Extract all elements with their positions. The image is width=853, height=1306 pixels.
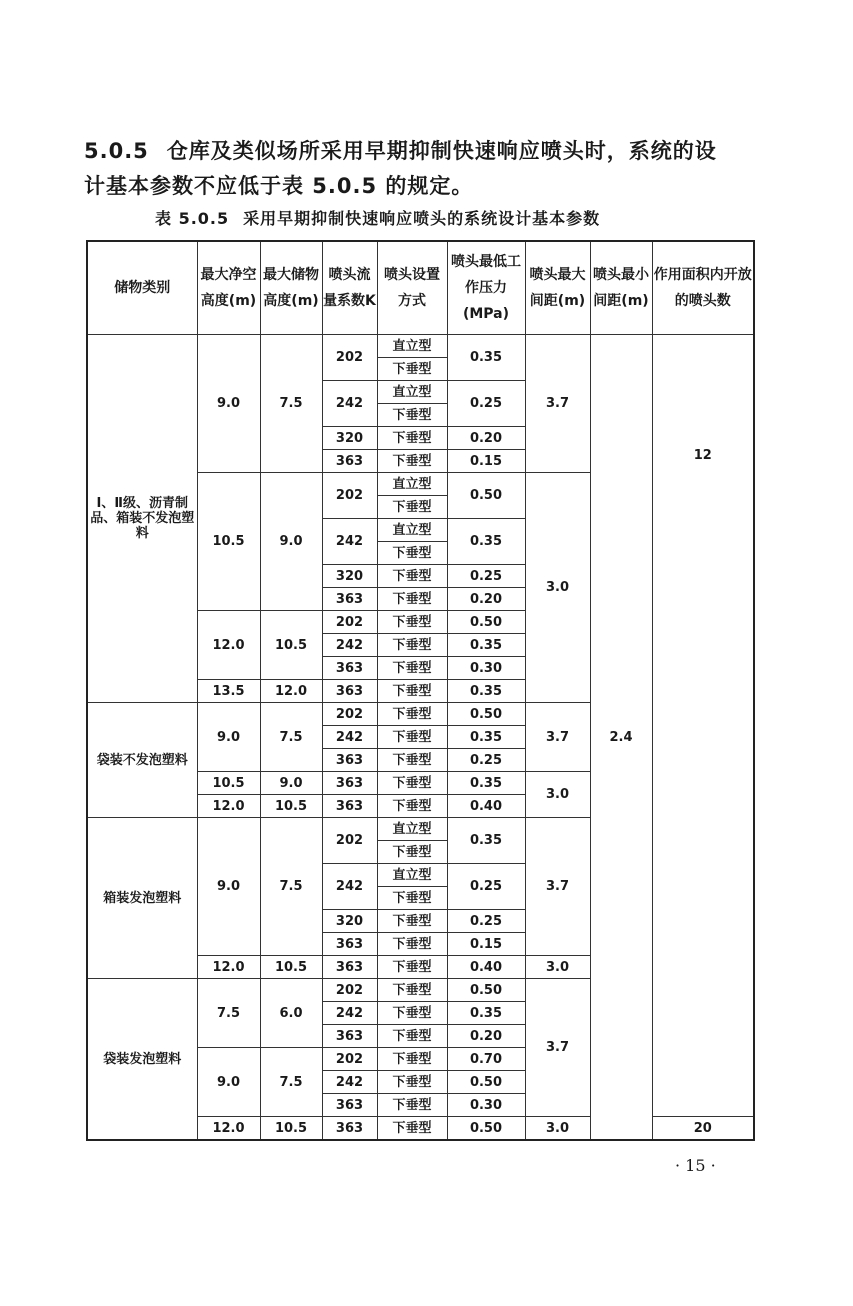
k-cell: 202 xyxy=(322,703,377,726)
mount-cell: 下垂型 xyxy=(377,634,447,657)
section-text-2: 计基本参数不应低于表 5.0.5 的规定。 xyxy=(84,174,474,198)
pressure-cell: 0.30 xyxy=(447,1094,525,1117)
header-min-pressure: 喷头最低工作压力(MPa) xyxy=(447,241,525,335)
k-cell: 363 xyxy=(322,749,377,772)
pressure-cell: 0.35 xyxy=(447,1002,525,1025)
page-number: · 15 · xyxy=(675,1156,716,1175)
storage-height-cell: 12.0 xyxy=(260,680,322,703)
mount-cell: 下垂型 xyxy=(377,657,447,680)
pressure-cell: 0.25 xyxy=(447,381,525,427)
clear-height-cell: 10.5 xyxy=(197,473,260,611)
mount-cell: 下垂型 xyxy=(377,772,447,795)
pressure-cell: 0.70 xyxy=(447,1048,525,1071)
mount-cell: 下垂型 xyxy=(377,795,447,818)
storage-height-cell: 7.5 xyxy=(260,703,322,772)
pressure-cell: 0.35 xyxy=(447,726,525,749)
pressure-cell: 0.35 xyxy=(447,772,525,795)
k-cell: 202 xyxy=(322,473,377,519)
k-cell: 202 xyxy=(322,335,377,381)
category-cell: 袋装发泡塑料 xyxy=(87,979,197,1141)
storage-height-cell: 10.5 xyxy=(260,611,322,680)
category-cell: 箱装发泡塑料 xyxy=(87,818,197,979)
mount-cell: 下垂型 xyxy=(377,450,447,473)
max-spacing-cell: 3.7 xyxy=(525,818,590,956)
mount-cell: 下垂型 xyxy=(377,726,447,749)
mount-cell: 下垂型 xyxy=(377,910,447,933)
k-cell: 242 xyxy=(322,1002,377,1025)
mount-cell: 下垂型 xyxy=(377,404,447,427)
mount-cell: 下垂型 xyxy=(377,1071,447,1094)
k-cell: 363 xyxy=(322,588,377,611)
pressure-cell: 0.50 xyxy=(447,473,525,519)
mount-cell: 下垂型 xyxy=(377,588,447,611)
mount-cell: 下垂型 xyxy=(377,427,447,450)
k-cell: 202 xyxy=(322,818,377,864)
max-spacing-cell: 3.0 xyxy=(525,956,590,979)
pressure-cell: 0.20 xyxy=(447,427,525,450)
k-cell: 242 xyxy=(322,864,377,910)
storage-height-cell: 7.5 xyxy=(260,1048,322,1117)
header-min-spacing: 喷头最小间距(m) xyxy=(590,241,652,335)
pressure-cell: 0.50 xyxy=(447,1117,525,1141)
clear-height-cell: 7.5 xyxy=(197,979,260,1048)
storage-height-cell: 9.0 xyxy=(260,772,322,795)
clear-height-cell: 10.5 xyxy=(197,772,260,795)
open-count-cell: 20 xyxy=(652,1117,754,1141)
pressure-cell: 0.50 xyxy=(447,1071,525,1094)
storage-height-cell: 10.5 xyxy=(260,795,322,818)
max-spacing-cell: 3.0 xyxy=(525,473,590,703)
max-spacing-cell: 3.0 xyxy=(525,772,590,818)
pressure-cell: 0.25 xyxy=(447,910,525,933)
header-max-storage-height: 最大储物高度(m) xyxy=(260,241,322,335)
k-cell: 363 xyxy=(322,956,377,979)
category-cell: Ⅰ、Ⅱ级、沥青制品、箱装不发泡塑料 xyxy=(87,335,197,703)
clear-height-cell: 13.5 xyxy=(197,680,260,703)
pressure-cell: 0.15 xyxy=(447,450,525,473)
table-number: 表 5.0.5 xyxy=(155,209,230,228)
header-k-factor: 喷头流量系数K xyxy=(322,241,377,335)
mount-cell: 下垂型 xyxy=(377,565,447,588)
section-number: 5.0.5 xyxy=(84,139,149,163)
header-category: 储物类别 xyxy=(87,241,197,335)
k-cell: 363 xyxy=(322,933,377,956)
clear-height-cell: 12.0 xyxy=(197,795,260,818)
pressure-cell: 0.30 xyxy=(447,657,525,680)
k-cell: 363 xyxy=(322,1025,377,1048)
section-text-1: 仓库及类似场所采用早期抑制快速响应喷头时，系统的设 xyxy=(166,139,717,163)
k-cell: 363 xyxy=(322,657,377,680)
mount-cell: 下垂型 xyxy=(377,841,447,864)
mount-cell: 下垂型 xyxy=(377,749,447,772)
k-cell: 242 xyxy=(322,381,377,427)
mount-cell: 下垂型 xyxy=(377,933,447,956)
pressure-cell: 0.40 xyxy=(447,795,525,818)
k-cell: 202 xyxy=(322,611,377,634)
parameter-table xyxy=(86,240,755,1141)
max-spacing-cell: 3.7 xyxy=(525,979,590,1117)
table-title: 采用早期抑制快速响应喷头的系统设计基本参数 xyxy=(243,209,601,228)
clear-height-cell: 12.0 xyxy=(197,956,260,979)
storage-height-cell: 10.5 xyxy=(260,1117,322,1141)
header-mounting: 喷头设置方式 xyxy=(377,241,447,335)
pressure-cell: 0.35 xyxy=(447,634,525,657)
mount-cell: 下垂型 xyxy=(377,611,447,634)
k-cell: 320 xyxy=(322,565,377,588)
pressure-cell: 0.20 xyxy=(447,588,525,611)
storage-height-cell: 10.5 xyxy=(260,956,322,979)
max-spacing-cell: 3.7 xyxy=(525,335,590,473)
k-cell: 242 xyxy=(322,1071,377,1094)
mount-cell: 直立型 xyxy=(377,381,447,404)
pressure-cell: 0.35 xyxy=(447,335,525,381)
pressure-cell: 0.20 xyxy=(447,1025,525,1048)
storage-height-cell: 7.5 xyxy=(260,335,322,473)
storage-height-cell: 6.0 xyxy=(260,979,322,1048)
k-cell: 202 xyxy=(322,979,377,1002)
mount-cell: 下垂型 xyxy=(377,496,447,519)
clear-height-cell: 9.0 xyxy=(197,1048,260,1117)
mount-cell: 直立型 xyxy=(377,519,447,542)
max-spacing-cell: 3.7 xyxy=(525,703,590,772)
storage-height-cell: 7.5 xyxy=(260,818,322,956)
mount-cell: 下垂型 xyxy=(377,680,447,703)
mount-cell: 下垂型 xyxy=(377,542,447,565)
pressure-cell: 0.15 xyxy=(447,933,525,956)
mount-cell: 下垂型 xyxy=(377,358,447,381)
header-max-spacing: 喷头最大间距(m) xyxy=(525,241,590,335)
k-cell: 363 xyxy=(322,680,377,703)
k-cell: 363 xyxy=(322,1117,377,1141)
storage-height-cell: 9.0 xyxy=(260,473,322,611)
header-sprinklers-open: 作用面积内开放的喷头数 xyxy=(652,241,754,335)
pressure-cell: 0.40 xyxy=(447,956,525,979)
table-row xyxy=(87,335,754,358)
category-cell: 袋装不发泡塑料 xyxy=(87,703,197,818)
pressure-cell: 0.35 xyxy=(447,519,525,565)
k-cell: 363 xyxy=(322,772,377,795)
k-cell: 363 xyxy=(322,450,377,473)
mount-cell: 下垂型 xyxy=(377,1117,447,1141)
header-row xyxy=(87,241,754,335)
section-line-1 xyxy=(84,134,774,169)
mount-cell: 下垂型 xyxy=(377,1048,447,1071)
k-cell: 320 xyxy=(322,910,377,933)
pressure-cell: 0.35 xyxy=(447,680,525,703)
mount-cell: 下垂型 xyxy=(377,1094,447,1117)
mount-cell: 下垂型 xyxy=(377,887,447,910)
mount-cell: 下垂型 xyxy=(377,956,447,979)
k-cell: 242 xyxy=(322,726,377,749)
mount-cell: 下垂型 xyxy=(377,703,447,726)
mount-cell: 下垂型 xyxy=(377,1025,447,1048)
pressure-cell: 0.25 xyxy=(447,565,525,588)
k-cell: 320 xyxy=(322,427,377,450)
mount-cell: 下垂型 xyxy=(377,979,447,1002)
min-spacing-cell: 2.4 xyxy=(590,335,652,1141)
clear-height-cell: 9.0 xyxy=(197,818,260,956)
section-heading xyxy=(84,134,774,204)
k-cell: 363 xyxy=(322,1094,377,1117)
mount-cell: 直立型 xyxy=(377,864,447,887)
mount-cell: 直立型 xyxy=(377,473,447,496)
header-max-clear-height: 最大净空高度(m) xyxy=(197,241,260,335)
pressure-cell: 0.50 xyxy=(447,703,525,726)
open-count-cell: 12 xyxy=(652,335,754,1117)
table-caption xyxy=(155,206,755,229)
mount-cell: 直立型 xyxy=(377,335,447,358)
clear-height-cell: 12.0 xyxy=(197,611,260,680)
mount-cell: 直立型 xyxy=(377,818,447,841)
k-cell: 363 xyxy=(322,795,377,818)
pressure-cell: 0.50 xyxy=(447,611,525,634)
pressure-cell: 0.25 xyxy=(447,749,525,772)
clear-height-cell: 9.0 xyxy=(197,703,260,772)
k-cell: 202 xyxy=(322,1048,377,1071)
max-spacing-cell: 3.0 xyxy=(525,1117,590,1141)
pressure-cell: 0.35 xyxy=(447,818,525,864)
mount-cell: 下垂型 xyxy=(377,1002,447,1025)
k-cell: 242 xyxy=(322,519,377,565)
pressure-cell: 0.25 xyxy=(447,864,525,910)
pressure-cell: 0.50 xyxy=(447,979,525,1002)
clear-height-cell: 9.0 xyxy=(197,335,260,473)
clear-height-cell: 12.0 xyxy=(197,1117,260,1141)
k-cell: 242 xyxy=(322,634,377,657)
